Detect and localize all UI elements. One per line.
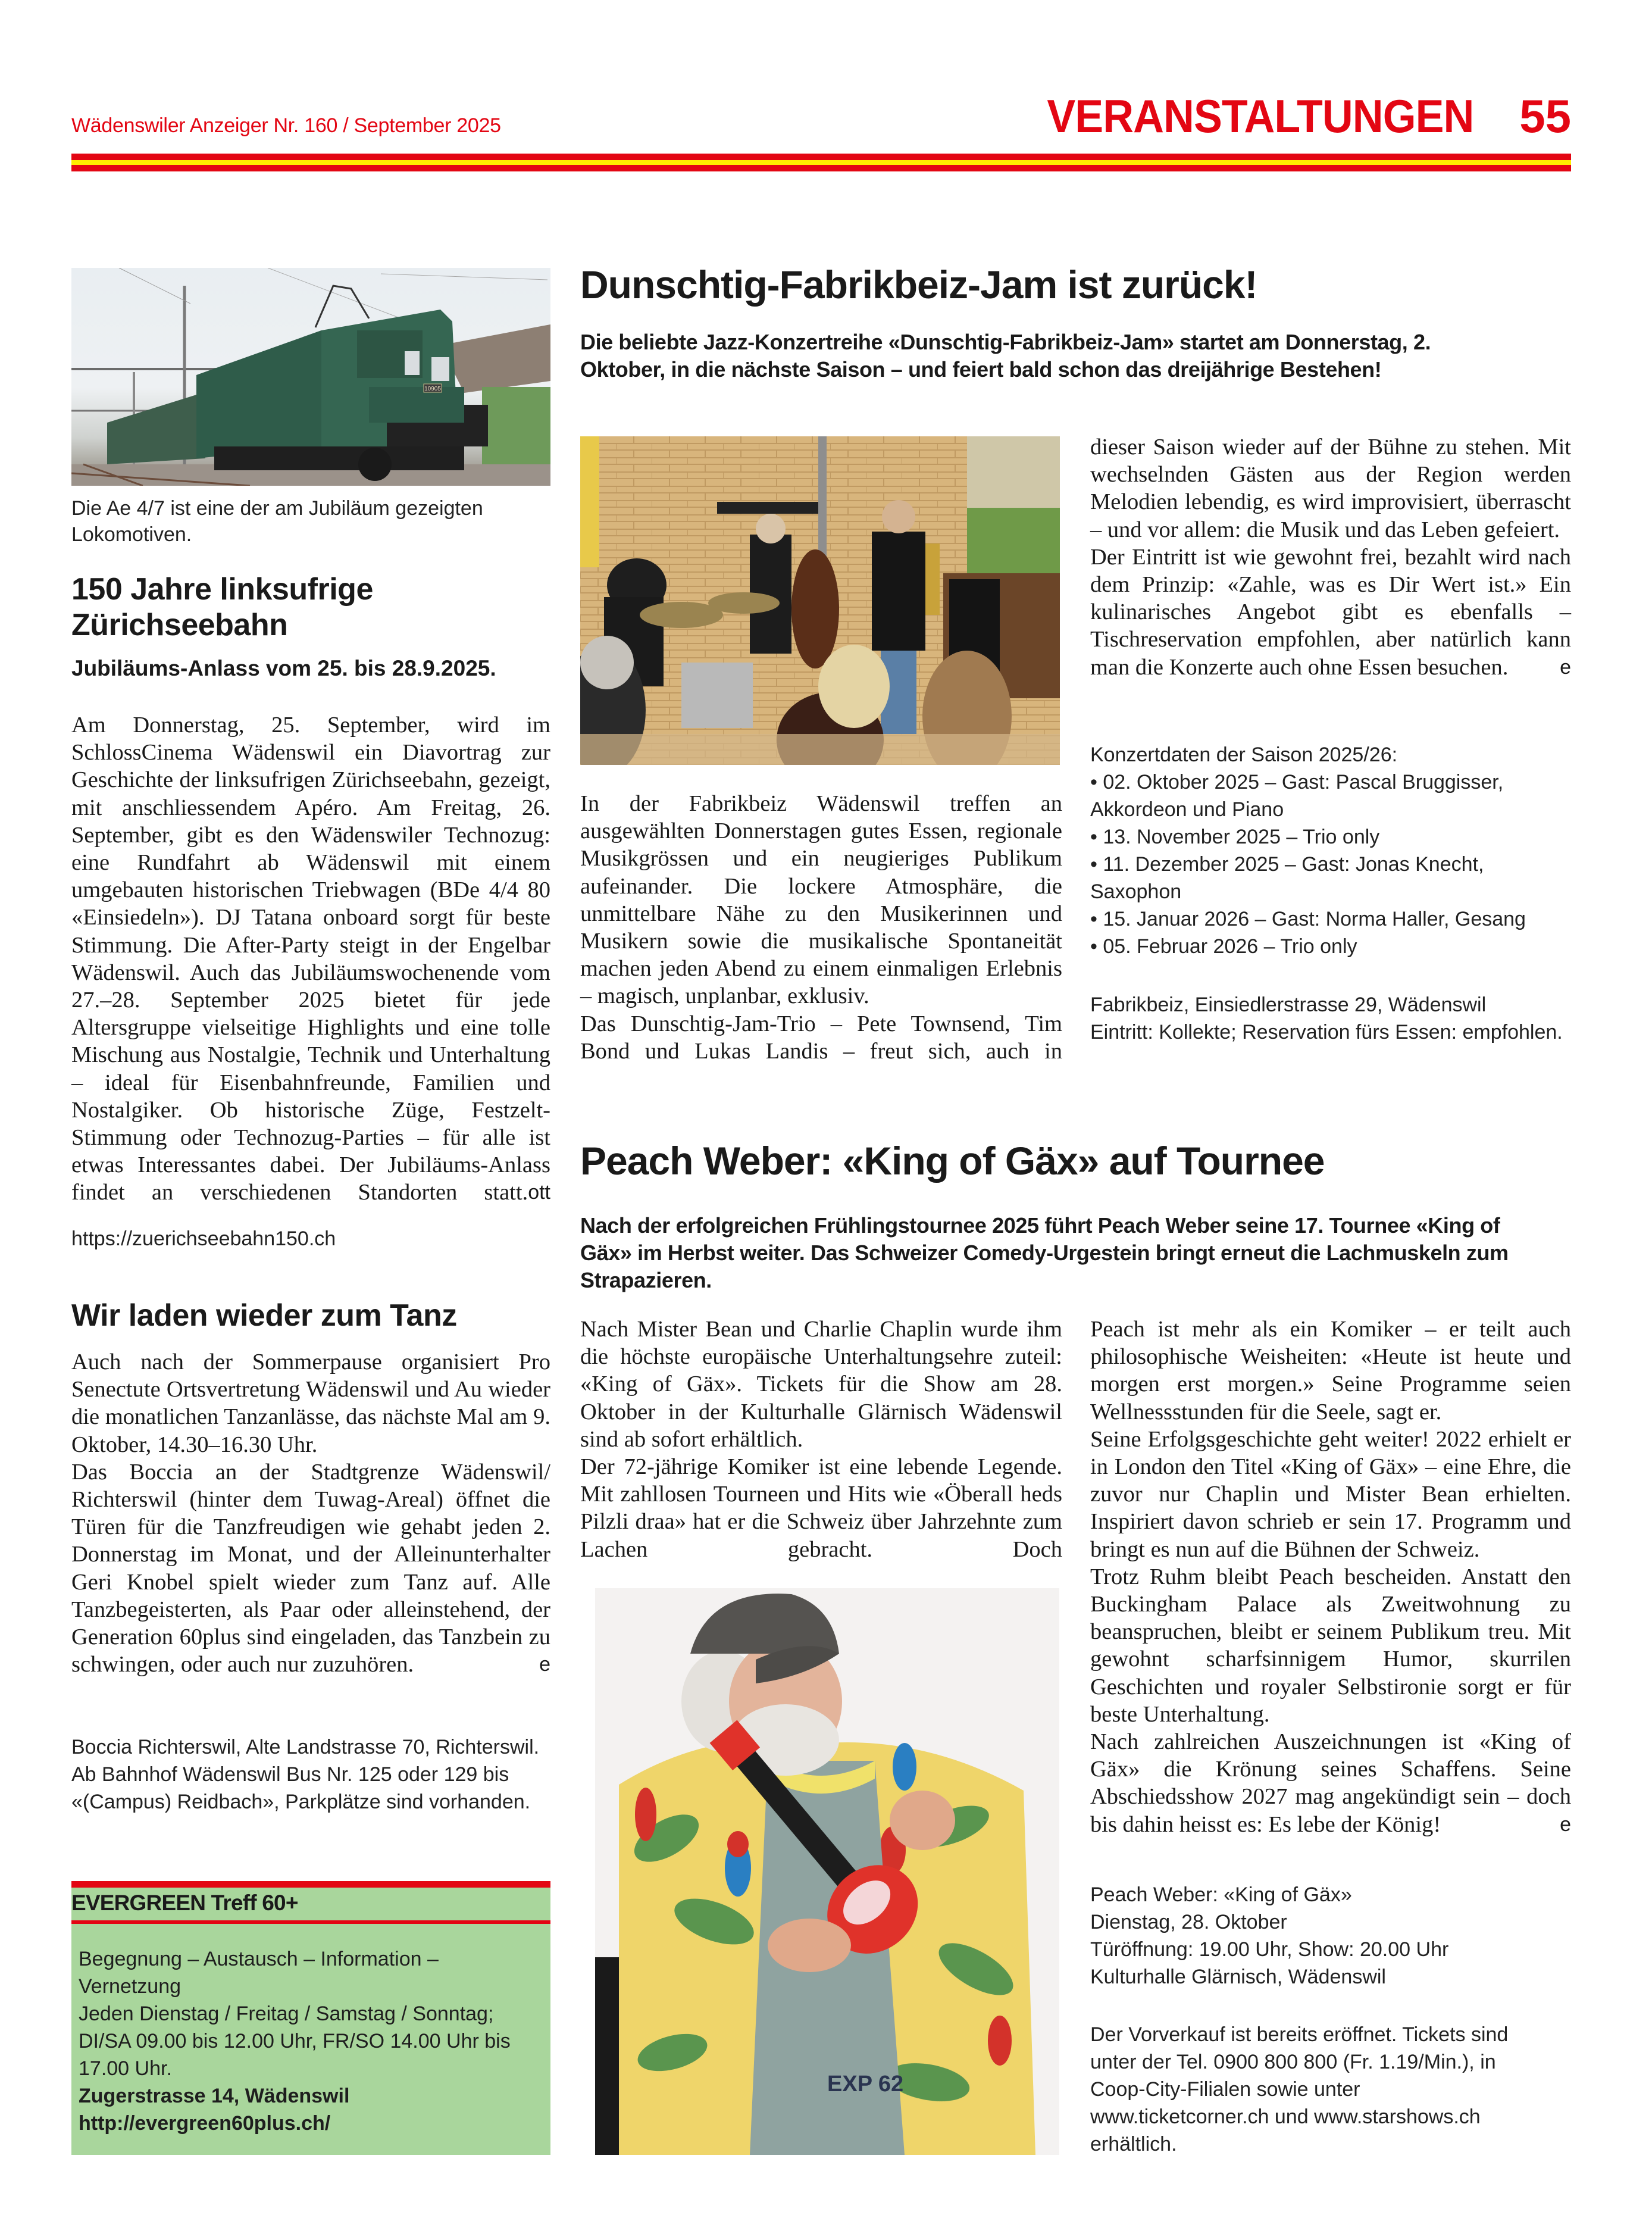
peach-weber-photo bbox=[595, 1588, 1059, 2155]
dance-article-body bbox=[71, 1348, 550, 1678]
jazz-article-col2 bbox=[1090, 433, 1571, 681]
train-article-title: 150 Jahre linksufrige Zürichseebahn bbox=[71, 572, 373, 642]
train-article-author: ott bbox=[528, 1181, 550, 1204]
dance-paragraph: Das Boccia an der Stadtgrenze Wädenswil/ Richterswil (hinter dem Tuwag-Areal) öffnet die Türen für die Tanzfreudigen wie gehabt jeden 2. Donnerstag im Monat, und der Alleinunterhalter Geri Knobel spielt wieder zum Tanz auf. Alle Tanzbegeisterten, als Paar oder alleinstehend, der Generation 60plus sind eingeladen, das Tanzbein zu schwingen, oder auch nur zuzuhören. bbox=[71, 1459, 550, 1677]
evergreen-schedule: Jeden Dienstag / Freitag / Samstag / Sonntag; DI/SA 09.00 bis 12.00 Uhr, FR/SO 14.00 Uhr bis 17.00 Uhr. bbox=[79, 2002, 511, 2080]
jazz-band-photo bbox=[580, 436, 1060, 765]
jazz-entry: Eintritt: Kollekte; Reservation fürs Essen: empfohlen. bbox=[1090, 1021, 1563, 1044]
peach-event-line: Peach Weber: «King of Gäx» bbox=[1090, 1883, 1352, 1906]
concert-date-item: • 02. Oktober 2025 – Gast: Pascal Bruggisser, Akkordeon und Piano bbox=[1090, 771, 1504, 821]
peach-article-author: e bbox=[1560, 1813, 1571, 1836]
evergreen-address: Zugerstrasse 14, Wädenswil bbox=[79, 2085, 350, 2107]
comedian-illustration bbox=[595, 1588, 1059, 2155]
train-photo bbox=[71, 268, 550, 486]
concert-date-item: • 05. Februar 2026 – Trio only bbox=[1090, 935, 1357, 958]
evergreen-title: EVERGREEN Treff 60+ bbox=[71, 1891, 298, 1915]
peach-article-col1 bbox=[580, 1316, 1062, 1563]
peach-article-lead: Nach der erfolgreichen Frühlingstournee 2025 führt Peach Weber seine 17. Tournee «King of Gäx» im Herbst weiter. Das Schweizer Comedy-Urgestein bringt erneut die Lachmuskeln zum Strapazieren. bbox=[580, 1213, 1509, 1292]
peach-paragraph: Trotz Ruhm bleibt Peach bescheiden. Anstatt den Buckingham Palace als Zweitwohnung zu beanspruchen, bleibt er seinem Publikum treu. Mit gewohnt scharfsinnigem Humor, skurrilen Geschichten und royaler Selbstironie sorgt er für beste Unterhaltung. bbox=[1090, 1564, 1571, 1727]
dance-article-author: e bbox=[539, 1653, 550, 1676]
evergreen-tagline: Begegnung – Austausch – Information – Vernetzung bbox=[79, 1948, 439, 1998]
peach-event-line: Türöffnung: 19.00 Uhr, Show: 20.00 Uhr bbox=[1090, 1938, 1449, 1961]
train-article-subtitle: Jubiläums-Anlass vom 25. bis 28.9.2025. bbox=[71, 656, 496, 680]
peach-ticket-info: Der Vorverkauf ist bereits eröffnet. Tickets sind unter der Tel. 0900 800 800 (Fr. 1.19/Min.), in Coop-City-Filialen sowie unter www.ticketcorner.ch und www.starshows.ch erhältlich. bbox=[1090, 2023, 1509, 2155]
dance-article-title: Wir laden wieder zum Tanz bbox=[71, 1298, 457, 1333]
peach-event-line: Kulturhalle Glärnisch, Wädenswil bbox=[1090, 1966, 1386, 1988]
train-photo-caption: Die Ae 4/7 ist eine der am Jubiläum gezeigten Lokomotiven. bbox=[71, 497, 483, 546]
jazz-concert-dates bbox=[1090, 741, 1571, 960]
shirt-print-text: EXP 62 bbox=[827, 2072, 904, 2097]
jazz-article-lead: Die beliebte Jazz-Konzertreihe «Dunschtig-Fabrikbeiz-Jam» startet am Donnerstag, 2. Oktober, in die nächste Saison – und feiert bald schon das dreijährige Bestehen! bbox=[580, 330, 1431, 382]
train-article-body bbox=[71, 711, 550, 1207]
evergreen-url[interactable]: http://evergreen60plus.ch/ bbox=[79, 2112, 331, 2135]
jazz-article-title: Dunschtig-Fabrikbeiz-Jam ist zurück! bbox=[580, 263, 1257, 307]
concert-date-item: • 11. Dezember 2025 – Gast: Jonas Knecht, Saxophon bbox=[1090, 853, 1484, 903]
dance-article-info: Boccia Richterswil, Alte Landstrasse 70, Richterswil. Ab Bahnhof Wädenswil Bus Nr. 125 oder 129 bis «(Campus) Reidbach», Parkplätze sind vorhanden. bbox=[71, 1736, 540, 1813]
peach-paragraph: Nach Mister Bean und Charlie Chaplin wurde ihm die höchste europäische Unterhaltungsehre zuteil: «King of Gäx». Tickets für die Show am 28. Oktober in der Kulturhalle Glärnisch Wädenswil sind ab sofort erhältlich. bbox=[580, 1317, 1062, 1452]
jazz-paragraph: Der Eintritt ist wie gewohnt frei, bezahlt wird nach dem Prinzip: «Zahle, was es Dir Wert ist.» Ein kulinarisches Angebot gibt es ebenfalls – Tischreservation empfohlen, aber natürlich kann man die Konzerte auch ohne Essen besuchen. bbox=[1090, 544, 1571, 680]
peach-article-title: Peach Weber: «King of Gäx» auf Tournee bbox=[580, 1139, 1325, 1183]
evergreen-top-rule bbox=[71, 1881, 550, 1888]
page-number: 55 bbox=[1519, 90, 1571, 142]
jazz-venue-info bbox=[1090, 991, 1571, 1046]
concert-date-item: • 15. Januar 2026 – Gast: Norma Haller, Gesang bbox=[1090, 908, 1526, 930]
peach-article-col2 bbox=[1090, 1316, 1571, 1838]
header-rule bbox=[71, 154, 1571, 171]
locomotive-number: 10905 bbox=[424, 386, 441, 392]
concert-date-item: • 13. November 2025 – Trio only bbox=[1090, 826, 1380, 848]
jazz-article-col1 bbox=[580, 790, 1062, 1065]
peach-paragraph: Peach ist mehr als ein Komiker – er teilt auch philosophische Weisheiten: «Heute ist heute und morgen erst morgen.» Seine Programme seien Wellnessstunden für die Seele, sagt er. bbox=[1090, 1317, 1571, 1424]
jazz-paragraph: dieser Saison wieder auf der Bühne zu stehen. Mit wechselnden Gästen aus der Region werden Melodien lebendig, es wird improvisiert, überrascht – und vor allem: die Musik und das Leben gefeiert. bbox=[1090, 435, 1571, 542]
locomotive-illustration bbox=[71, 268, 550, 486]
peach-event-line: Dienstag, 28. Oktober bbox=[1090, 1911, 1287, 1933]
dance-paragraph: Auch nach der Sommerpause organisiert Pro Senectute Ortsvertretung Wädenswil und Au wieder die monatlichen Tanzanlässe, das nächste Mal am 9. Oktober, 14.30–16.30 Uhr. bbox=[71, 1349, 550, 1457]
jazz-article-author: e bbox=[1560, 655, 1571, 679]
jazz-paragraph: Das Dunschtig-Jam-Trio – Pete Townsend, Tim Bond und Lukas Landis – freut sich, auch in bbox=[580, 1011, 1062, 1064]
evergreen-box bbox=[71, 1881, 550, 2155]
jazz-band-illustration bbox=[580, 436, 1060, 765]
peach-paragraph: Der 72-jährige Komiker ist eine lebende Legende. Mit zahllosen Tourneen und Hits wie «Öberall heds Pilzli draa» hat er die Schweiz über Jahrzehnte zum Lachen gebracht. Doch bbox=[580, 1454, 1062, 1562]
concert-dates-heading: Konzertdaten der Saison 2025/26: bbox=[1090, 743, 1398, 766]
publication-info: Wädenswiler Anzeiger Nr. 160 / September 2025 bbox=[71, 114, 501, 137]
peach-paragraph: Seine Erfolgsgeschichte geht weiter! 2022 erhielt er in London den Titel «King of Gäx» – eine Ehre, die zuvor nur Chaplin und Mister Bean erhielten. Inspiriert davon schrieb er sein 17. Programm und bringt es nun auf die Bühnen der Schweiz. bbox=[1090, 1426, 1571, 1562]
jazz-venue: Fabrikbeiz, Einsiedlerstrasse 29, Wädenswil bbox=[1090, 994, 1487, 1016]
peach-paragraph: Nach zahlreichen Auszeichnungen ist «King of Gäx» die Krönung seines Schaffens. Seine Abschiedsshow 2027 mag angekündigt sein – doch bis dahin heisst es: Es lebe der König! bbox=[1090, 1729, 1571, 1837]
peach-event-info bbox=[1090, 1881, 1571, 1991]
train-article-text: Am Donnerstag, 25. September, wird im SchlossCinema Wädenswil ein Diavortrag zur Geschichte der linksufrigen Zürichseebahn, gezeigt, mit anschliessendem Apéro. Am Freitag, 26. September, gibt es den Wädenswiler Technozug: eine Rundfahrt ab Wädenswil mit einem umgebauten historischen Triebwagen (BDe 4/4 80 «Einsiedeln»). DJ Tatana onboard sorgt für beste Stimmung. Die After-Party steigt in der Engelbar Wädenswil. Auch das Jubiläumswochenende vom 27.–28. September 2025 bietet für jede Altersgruppe vielseitige Highlights und eine tolle Mischung aus Nostalgie, Technik und Unterhaltung – ideal für Eisenbahnfreunde, Familien und Nostalgiker. Ob historische Züge, Festzelt-Stimmung oder Technozug-Parties – für alle ist etwas Interessantes dabei. Der Jubiläums-Anlass findet an verschiedenen Standorten statt. bbox=[71, 713, 550, 1205]
jazz-paragraph: In der Fabrikbeiz Wädenswil treffen an ausgewählten Donnerstagen gutes Essen, regionale Musikgrössen und ein neugieriges Publikum aufeinander. Die lockere Atmosphäre, die unmittelbare Nähe zu den Musikerinnen und Musikern sowie die musikalische Spontaneität machen jeden Abend zu einem einmaligen Erlebnis – magisch, unplanbar, exklusiv. bbox=[580, 791, 1062, 1009]
evergreen-title-rule bbox=[71, 1920, 550, 1924]
train-article-link[interactable]: https://zuerichseebahn150.ch bbox=[71, 1227, 336, 1250]
section-title: VERANSTALTUNGEN bbox=[1046, 90, 1473, 142]
